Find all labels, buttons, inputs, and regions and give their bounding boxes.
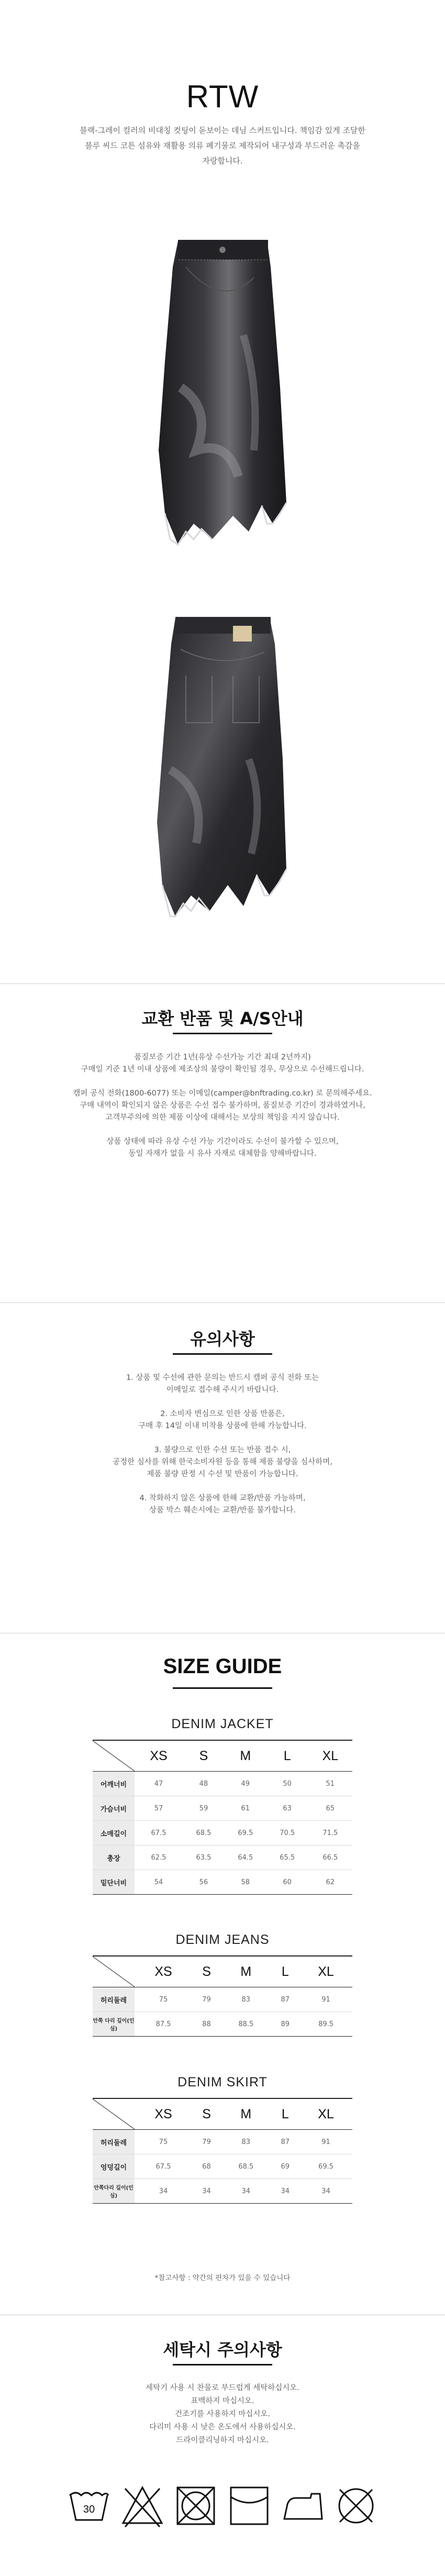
page-title: RTW: [186, 79, 259, 114]
no-bleach-icon: [119, 2482, 166, 2529]
denim-jeans-label: DENIM JEANS: [175, 1932, 270, 1947]
notice-line: 1. 상품 및 수선에 관한 문의는 반드시 캠퍼 공식 전화 또는: [126, 1374, 319, 1382]
cell: 48: [183, 1772, 225, 1796]
notice-line: 공정한 심사를 위해 한국소비자원 등을 통해 제품 불량을 심사하며,: [113, 1458, 332, 1466]
notice-line: 4. 착화하지 않은 상품에 한해 교환/반품 가능하며,: [139, 1494, 306, 1502]
title-underline: [173, 1353, 272, 1355]
size-note: *참고사항 : 약간의 편차가 있을 수 있습니다: [154, 2274, 291, 2282]
notice-line: 상품 박스 훼손시에는 교환/반품 불가합니다.: [149, 1506, 296, 1514]
cell: 34: [135, 2179, 192, 2204]
care-line: 다리미 사용 시 낮은 온도에서 사용하십시오.: [149, 2423, 296, 2431]
size-header: S: [183, 1740, 225, 1772]
cell: 62: [308, 1870, 352, 1895]
cell: 75: [135, 2130, 192, 2154]
size-header: XS: [135, 2098, 192, 2130]
notice-text: [52, 1372, 393, 1529]
cell: 62.5: [135, 1845, 183, 1870]
section-divider: [0, 983, 445, 984]
denim-jacket-size-table: [93, 1740, 352, 1895]
care-line: 세탁기 사용 시 찬물로 부드럽게 세탁하십시오.: [146, 2384, 299, 2392]
table-row: [93, 1796, 352, 1821]
row-label: 안쪽다리 길이(인심): [93, 2179, 135, 2204]
cell: 87: [271, 2130, 300, 2154]
cell: 87.5: [135, 2012, 192, 2037]
product-photo-back: [149, 602, 296, 943]
notice-section-title: 유의사항: [190, 1329, 255, 1349]
notice-line: 2. 소비자 변심으로 인한 상품 반품은,: [160, 1410, 285, 1418]
cell: 68.5: [221, 2154, 271, 2179]
cell: 65: [308, 1796, 352, 1821]
exchange-line: 고객부주의에 의한 제품 이상에 대해서는 보상의 책임을 지지 않습니다.: [105, 1113, 340, 1122]
size-header: M: [221, 1956, 271, 1987]
exchange-text: [52, 1052, 393, 1172]
cell: 88: [192, 2012, 221, 2037]
corner-cell: [93, 1956, 135, 1987]
product-description: [31, 123, 414, 169]
cell: 68.5: [183, 1821, 225, 1845]
cell: 56: [183, 1870, 225, 1895]
cell: 75: [135, 1987, 192, 2012]
denim-jacket-label: DENIM JACKET: [171, 1717, 274, 1731]
cell: 63.5: [183, 1845, 225, 1870]
denim-jeans-size-table: [93, 1955, 352, 2037]
cell: 61: [225, 1796, 266, 1821]
cell: 34: [299, 2179, 352, 2204]
size-header: XS: [135, 1956, 192, 1987]
size-header: M: [221, 2098, 271, 2130]
cell: 67.5: [135, 1821, 183, 1845]
table-row: [93, 1772, 352, 1796]
notice-line: 제품 불량 판정 시 수선 및 반품이 가능합니다.: [147, 1470, 298, 1478]
cell: 88.5: [221, 2012, 271, 2037]
cell: 51: [308, 1772, 352, 1796]
care-section-title: 세탁시 주의사항: [163, 2340, 282, 2360]
cell: 65.5: [266, 1845, 308, 1870]
notice-line: 이메일로 접수해 주시기 바랍니다.: [166, 1386, 279, 1394]
cell: 83: [221, 1987, 271, 2012]
cell: 67.5: [135, 2154, 192, 2179]
title-underline: [173, 1687, 272, 1689]
cell: 91: [299, 2130, 352, 2154]
corner-cell: [93, 1740, 135, 1772]
cell: 87: [271, 1987, 300, 2012]
description-line: 블루 씨드 코튼 섬유와 재활용 의류 폐기물로 제작되어 내구성과 부드러운 촉감을: [85, 141, 360, 150]
notice-line: 구매 후 14일 이내 미착용 상품에 한해 가능합니다.: [138, 1422, 307, 1430]
size-header: XL: [299, 2098, 352, 2130]
leather-patch: [233, 626, 252, 642]
exchange-line: 구매일 기준 1년 이내 상품에 제조상의 불량이 확인될 경우, 무상으로 수선해드립니다.: [81, 1065, 364, 1074]
row-label: 안쪽 다리 길이(인심): [93, 2012, 135, 2037]
cell: 34: [271, 2179, 300, 2204]
notice-line: 3. 불량으로 인한 수선 또는 반품 접수 시,: [154, 1446, 291, 1454]
diagonal-line: [93, 1956, 135, 1987]
table-row: [93, 1845, 352, 1870]
cell: 63: [266, 1796, 308, 1821]
cell: 54: [135, 1870, 183, 1895]
denim-skirt-label: DENIM SKIRT: [177, 2075, 268, 2089]
exchange-line: 구매 내역이 확인되지 않은 상품은 수선 접수 불가하며, 품질보증 기간이 경과하였거나,: [80, 1101, 365, 1110]
cell: 79: [192, 1987, 221, 2012]
exchange-line: 품질보증 기간 1년(유상 수선가능 기간 최대 2년까지): [134, 1053, 311, 1062]
size-header: L: [271, 1956, 300, 1987]
size-header: L: [266, 1740, 308, 1772]
exchange-section-title: 교환 반품 및 A/S안내: [141, 1009, 304, 1029]
size-header-row: [93, 2098, 352, 2130]
cell: 89: [271, 2012, 300, 2037]
diagonal-line: [93, 1741, 135, 1771]
iron-low-icon: [279, 2482, 326, 2529]
table-row: [93, 1870, 352, 1895]
exchange-line: 동일 자재가 없을 시 유사 자재로 대체함을 양해바랍니다.: [128, 1149, 317, 1158]
no-dry-clean-icon: [332, 2482, 380, 2529]
cell: 70.5: [266, 1821, 308, 1845]
cell: 69: [271, 2154, 300, 2179]
size-header: XS: [135, 1740, 183, 1772]
cell: 79: [192, 2130, 221, 2154]
cell: 34: [192, 2179, 221, 2204]
cell: 60: [266, 1870, 308, 1895]
cell: 34: [221, 2179, 271, 2204]
cell: 68: [192, 2154, 221, 2179]
cell: 69.5: [299, 2154, 352, 2179]
corner-cell: [93, 2098, 135, 2130]
no-tumble-dry-icon: [172, 2482, 219, 2529]
title-underline: [173, 2364, 272, 2365]
size-header-row: [93, 1956, 352, 1987]
size-header: XL: [299, 1956, 352, 1987]
size-header: XL: [308, 1740, 352, 1772]
table-row: [93, 2154, 352, 2179]
section-divider: [0, 1302, 445, 1303]
table-row: [93, 2130, 352, 2154]
cell: 57: [135, 1796, 183, 1821]
exchange-line: 상품 상태에 따라 유상 수선 가능 기간이라도 수선이 불가할 수 있으며,: [106, 1137, 339, 1146]
care-line: 드라이클리닝하지 마십시오.: [176, 2436, 269, 2445]
diagonal-line: [93, 2099, 135, 2129]
row-label: 소매길이: [93, 1821, 135, 1845]
dry-flat-icon: [226, 2482, 273, 2529]
size-header: S: [192, 2098, 221, 2130]
cell: 64.5: [225, 1845, 266, 1870]
product-photo-front: [149, 230, 296, 566]
row-label: 총장: [93, 1845, 135, 1870]
table-row: [93, 1987, 352, 2012]
description-line: 블랙-그레이 컬러의 비대칭 컷팅이 돋보이는 데님 스커트입니다. 책임감 있게 조달한: [80, 126, 365, 135]
cell: 50: [266, 1772, 308, 1796]
row-label: 허리둘레: [93, 2130, 135, 2154]
row-label: 엉덩길이: [93, 2154, 135, 2179]
cell: 89.5: [299, 2012, 352, 2037]
row-label: 가슴너비: [93, 1796, 135, 1821]
care-icons: [65, 2482, 380, 2540]
care-line: 건조기를 사용하지 마십시오.: [175, 2410, 270, 2418]
cell: 66.5: [308, 1845, 352, 1870]
row-label: 어깨너비: [93, 1772, 135, 1796]
table-row: [93, 1821, 352, 1845]
table-row: [93, 2012, 352, 2037]
cell: 69.5: [225, 1821, 266, 1845]
cell: 49: [225, 1772, 266, 1796]
care-line: 표백하지 마십시오.: [191, 2397, 254, 2405]
description-line: 자랑합니다.: [202, 156, 243, 165]
cell: 59: [183, 1796, 225, 1821]
size-header: L: [271, 2098, 300, 2130]
size-guide-title: SIZE GUIDE: [163, 1655, 282, 1678]
table-row: [93, 2179, 352, 2204]
row-label: 밑단너비: [93, 1870, 135, 1895]
denim-skirt-size-table: [93, 2098, 352, 2204]
cell: 58: [225, 1870, 266, 1895]
cell: 83: [221, 2130, 271, 2154]
size-header-row: [93, 1740, 352, 1772]
row-label: 허리둘레: [93, 1987, 135, 2012]
title-underline: [173, 1033, 272, 1034]
size-header: S: [192, 1956, 221, 1987]
exchange-line: 캠퍼 공식 전화(1800-6077) 또는 이메일(camper@bnftrading.co.kr) 로 문의해주세요.: [73, 1089, 372, 1098]
wash-30-icon: [65, 2482, 113, 2529]
cell: 71.5: [308, 1821, 352, 1845]
cell: 91: [299, 1987, 352, 2012]
cell: 47: [135, 1772, 183, 1796]
care-text: [52, 2382, 393, 2447]
wash-temp: 30: [83, 2504, 95, 2515]
size-header: M: [225, 1740, 266, 1772]
